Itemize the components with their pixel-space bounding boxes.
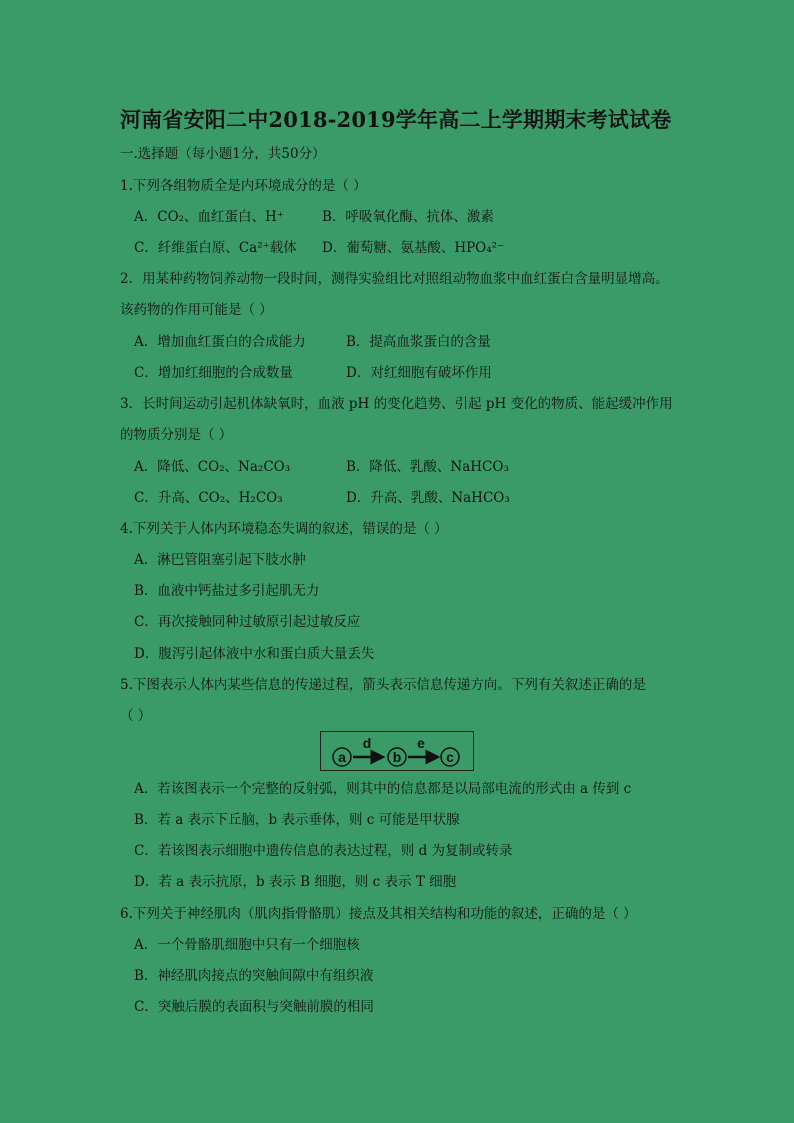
node-c-label: c bbox=[446, 749, 454, 765]
q1-option-a: A．CO₂、血红蛋白、H⁺ bbox=[134, 209, 284, 225]
node-b-label: b bbox=[392, 749, 402, 765]
q5-option-c: C．若该图表示细胞中遗传信息的表达过程，则 d 为复制或转录 bbox=[134, 843, 513, 859]
q6-option-b: B．神经肌肉接点的突触间隙中有组织液 bbox=[134, 968, 374, 984]
q3-option-d: D．升高、乳酸、NaHCO₃ bbox=[346, 490, 510, 506]
q4-option-b: B．血液中钙盐过多引起肌无力 bbox=[134, 583, 320, 599]
q3-option-a: A．降低、CO₂、Na₂CO₃ bbox=[134, 459, 291, 475]
q1-option-d: D．葡萄糖、氨基酸、HPO₄²⁻ bbox=[322, 240, 505, 256]
q3-stem-line1: 3．长时间运动引起机体缺氧时，血液 pH 的变化趋势、引起 pH 变化的物质、能起缓冲作用 bbox=[120, 396, 673, 412]
arrow-d-label: d bbox=[362, 735, 372, 751]
q3-stem-line2: 的物质分别是（ ） bbox=[120, 427, 233, 443]
q4-stem: 4.下列关于人体内环境稳态失调的叙述，错误的是（ ） bbox=[120, 521, 448, 537]
q5-option-d: D．若 a 表示抗原，b 表示 B 细胞，则 c 表示 T 细胞 bbox=[134, 874, 457, 890]
node-a-label: a bbox=[338, 749, 346, 765]
q5-option-b: B．若 a 表示下丘脑，b 表示垂体，则 c 可能是甲状腺 bbox=[134, 812, 460, 828]
q3-option-b: B．降低、乳酸、NaHCO₃ bbox=[346, 459, 509, 475]
q3-option-c: C．升高、CO₂、H₂CO₃ bbox=[134, 490, 283, 506]
q2-option-a: A．增加血红蛋白的合成能力 bbox=[134, 334, 306, 350]
q1-stem: 1.下列各组物质全是内环境成分的是（ ） bbox=[120, 178, 367, 194]
q5-stem-line2: （ ） bbox=[120, 708, 152, 724]
section-heading: 一.选择题（每小题1分，共50分） bbox=[120, 146, 326, 162]
exam-title: 河南省安阳二中2018-2019学年高二上学期期末考试试卷 bbox=[120, 107, 672, 132]
signal-flow-svg bbox=[321, 732, 473, 770]
q2-option-c: C．增加红细胞的合成数量 bbox=[134, 365, 293, 381]
q5-option-a: A．若该图表示一个完整的反射弧，则其中的信息都是以局部电流的形式由 a 传到 c bbox=[134, 781, 632, 797]
q4-option-a: A．淋巴管阻塞引起下肢水肿 bbox=[134, 552, 306, 568]
signal-flow-diagram bbox=[320, 731, 474, 771]
q1-option-b: B．呼吸氧化酶、抗体、激素 bbox=[322, 209, 494, 225]
q1-option-c: C．纤维蛋白原、Ca²⁺载体 bbox=[134, 240, 297, 256]
q5-stem-line1: 5.下图表示人体内某些信息的传递过程，箭头表示信息传递方向。下列有关叙述正确的是 bbox=[120, 677, 646, 693]
q4-option-d: D．腹泻引起体液中水和蛋白质大量丢失 bbox=[134, 646, 375, 662]
q6-option-a: A．一个骨骼肌细胞中只有一个细胞核 bbox=[134, 937, 360, 953]
q2-option-b: B．提高血浆蛋白的含量 bbox=[346, 334, 491, 350]
q2-stem-line1: 2．用某种药物饲养动物一段时间，测得实验组比对照组动物血浆中血红蛋白含量明显增高。 bbox=[120, 271, 669, 287]
q4-option-c: C．再次接触同种过敏原引起过敏反应 bbox=[134, 614, 361, 630]
q6-stem: 6.下列关于神经肌肉（肌肉指骨骼肌）接点及其相关结构和功能的叙述，正确的是（ ） bbox=[120, 906, 637, 922]
q6-option-c: C．突触后膜的表面积与突触前膜的相同 bbox=[134, 999, 374, 1015]
q2-option-d: D．对红细胞有破坏作用 bbox=[346, 365, 492, 381]
q2-stem-line2: 该药物的作用可能是（ ） bbox=[120, 302, 273, 318]
arrow-e-label: e bbox=[417, 735, 425, 751]
